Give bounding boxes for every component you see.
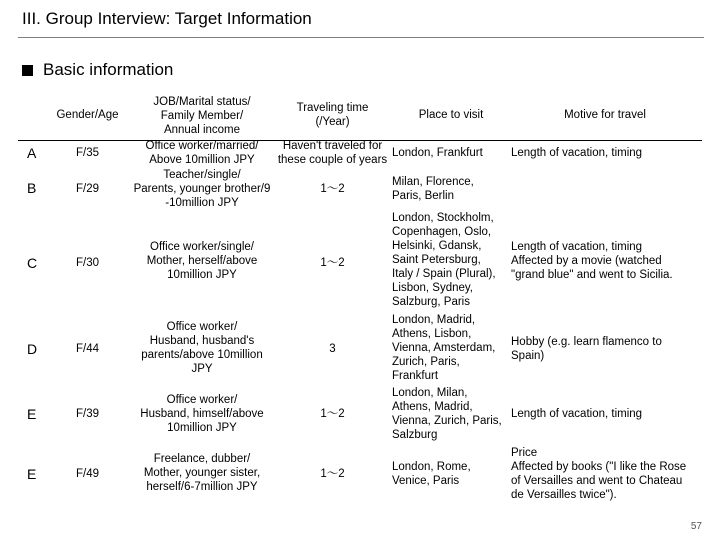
row-id: B xyxy=(27,180,37,196)
cell-traveling-time: 1～2 xyxy=(320,408,345,420)
cell-traveling-time: 1～2 xyxy=(320,183,345,195)
cell-job: Freelance, dubber/ Mother, younger sister, herself/6-7million JPY xyxy=(143,453,261,493)
page-title: III. Group Interview: Target Information xyxy=(22,9,312,28)
header-traveling-time: Traveling time (/Year) xyxy=(296,102,369,128)
cell-place: London, Stockholm, Copenhagen, Oslo, Helsinki, Gdansk, Saint Petersburg, Italy / Spain (Plural), Lisbon, Sydney, Salzburg, Paris xyxy=(392,212,496,308)
cell-motive: Length of vacation, timing xyxy=(511,408,643,420)
cell-gender-age: F/44 xyxy=(75,343,99,355)
cell-place: London, Frankfurt xyxy=(392,147,483,159)
row-id: C xyxy=(27,255,38,271)
page-number: 57 xyxy=(690,521,702,532)
header-place: Place to visit xyxy=(418,109,484,121)
cell-motive: Length of vacation, timing xyxy=(511,147,643,159)
cell-traveling-time: 1～2 xyxy=(320,257,345,269)
cell-job: Office worker/married/ Above 10million JPY xyxy=(145,140,259,166)
cell-motive: Hobby (e.g. learn flamenco to Spain) xyxy=(511,336,662,362)
cell-job: Office worker/ Husband, himself/above 10million JPY xyxy=(140,394,264,434)
cell-place: Milan, Florence, Paris, Berlin xyxy=(392,176,474,202)
cell-motive: Length of vacation, timing Affected by a movie (watched "grand blue" and went to Sicilia. xyxy=(511,241,673,281)
cell-job: Office worker/ Husband, husband's parents/above 10million JPY xyxy=(141,321,263,375)
row-id: E xyxy=(27,466,37,482)
cell-traveling-time: 1～2 xyxy=(320,468,345,480)
header-gender-age: Gender/Age xyxy=(56,109,119,121)
header-motive: Motive for travel xyxy=(564,109,646,121)
cell-traveling-time: Haven't traveled for these couple of years xyxy=(277,140,388,166)
cell-motive: Price Affected by books ("I like the Rose of Versailles and went to Chateau de Versailles twice"). xyxy=(511,447,687,501)
cell-traveling-time: 3 xyxy=(329,343,336,355)
cell-place: London, Madrid, Athens, Lisbon, Vienna, Amsterdam, Zurich, Paris, Frankfurt xyxy=(392,314,496,382)
square-bullet-icon xyxy=(22,65,33,76)
cell-gender-age: F/49 xyxy=(75,468,99,480)
cell-place: London, Rome, Venice, Paris xyxy=(392,461,471,487)
cell-job: Office worker/single/ Mother, herself/above 10million JPY xyxy=(146,241,258,281)
header-job: JOB/Marital status/ Family Member/ Annual income xyxy=(153,96,251,136)
cell-place: London, Milan, Athens, Madrid, Vienna, Zurich, Paris, Salzburg xyxy=(392,387,502,441)
row-id: E xyxy=(27,406,37,422)
title-divider xyxy=(18,37,704,38)
cell-job: Teacher/single/ Parents, younger brother/9 -10million JPY xyxy=(133,169,271,209)
cell-gender-age: F/39 xyxy=(75,408,99,420)
cell-gender-age: F/29 xyxy=(75,183,99,195)
section-heading xyxy=(22,60,173,80)
cell-gender-age: F/30 xyxy=(75,257,99,269)
row-id: D xyxy=(27,341,38,357)
row-id: A xyxy=(27,145,37,161)
section-heading-label: Basic information xyxy=(43,60,174,79)
cell-gender-age: F/35 xyxy=(75,147,99,159)
